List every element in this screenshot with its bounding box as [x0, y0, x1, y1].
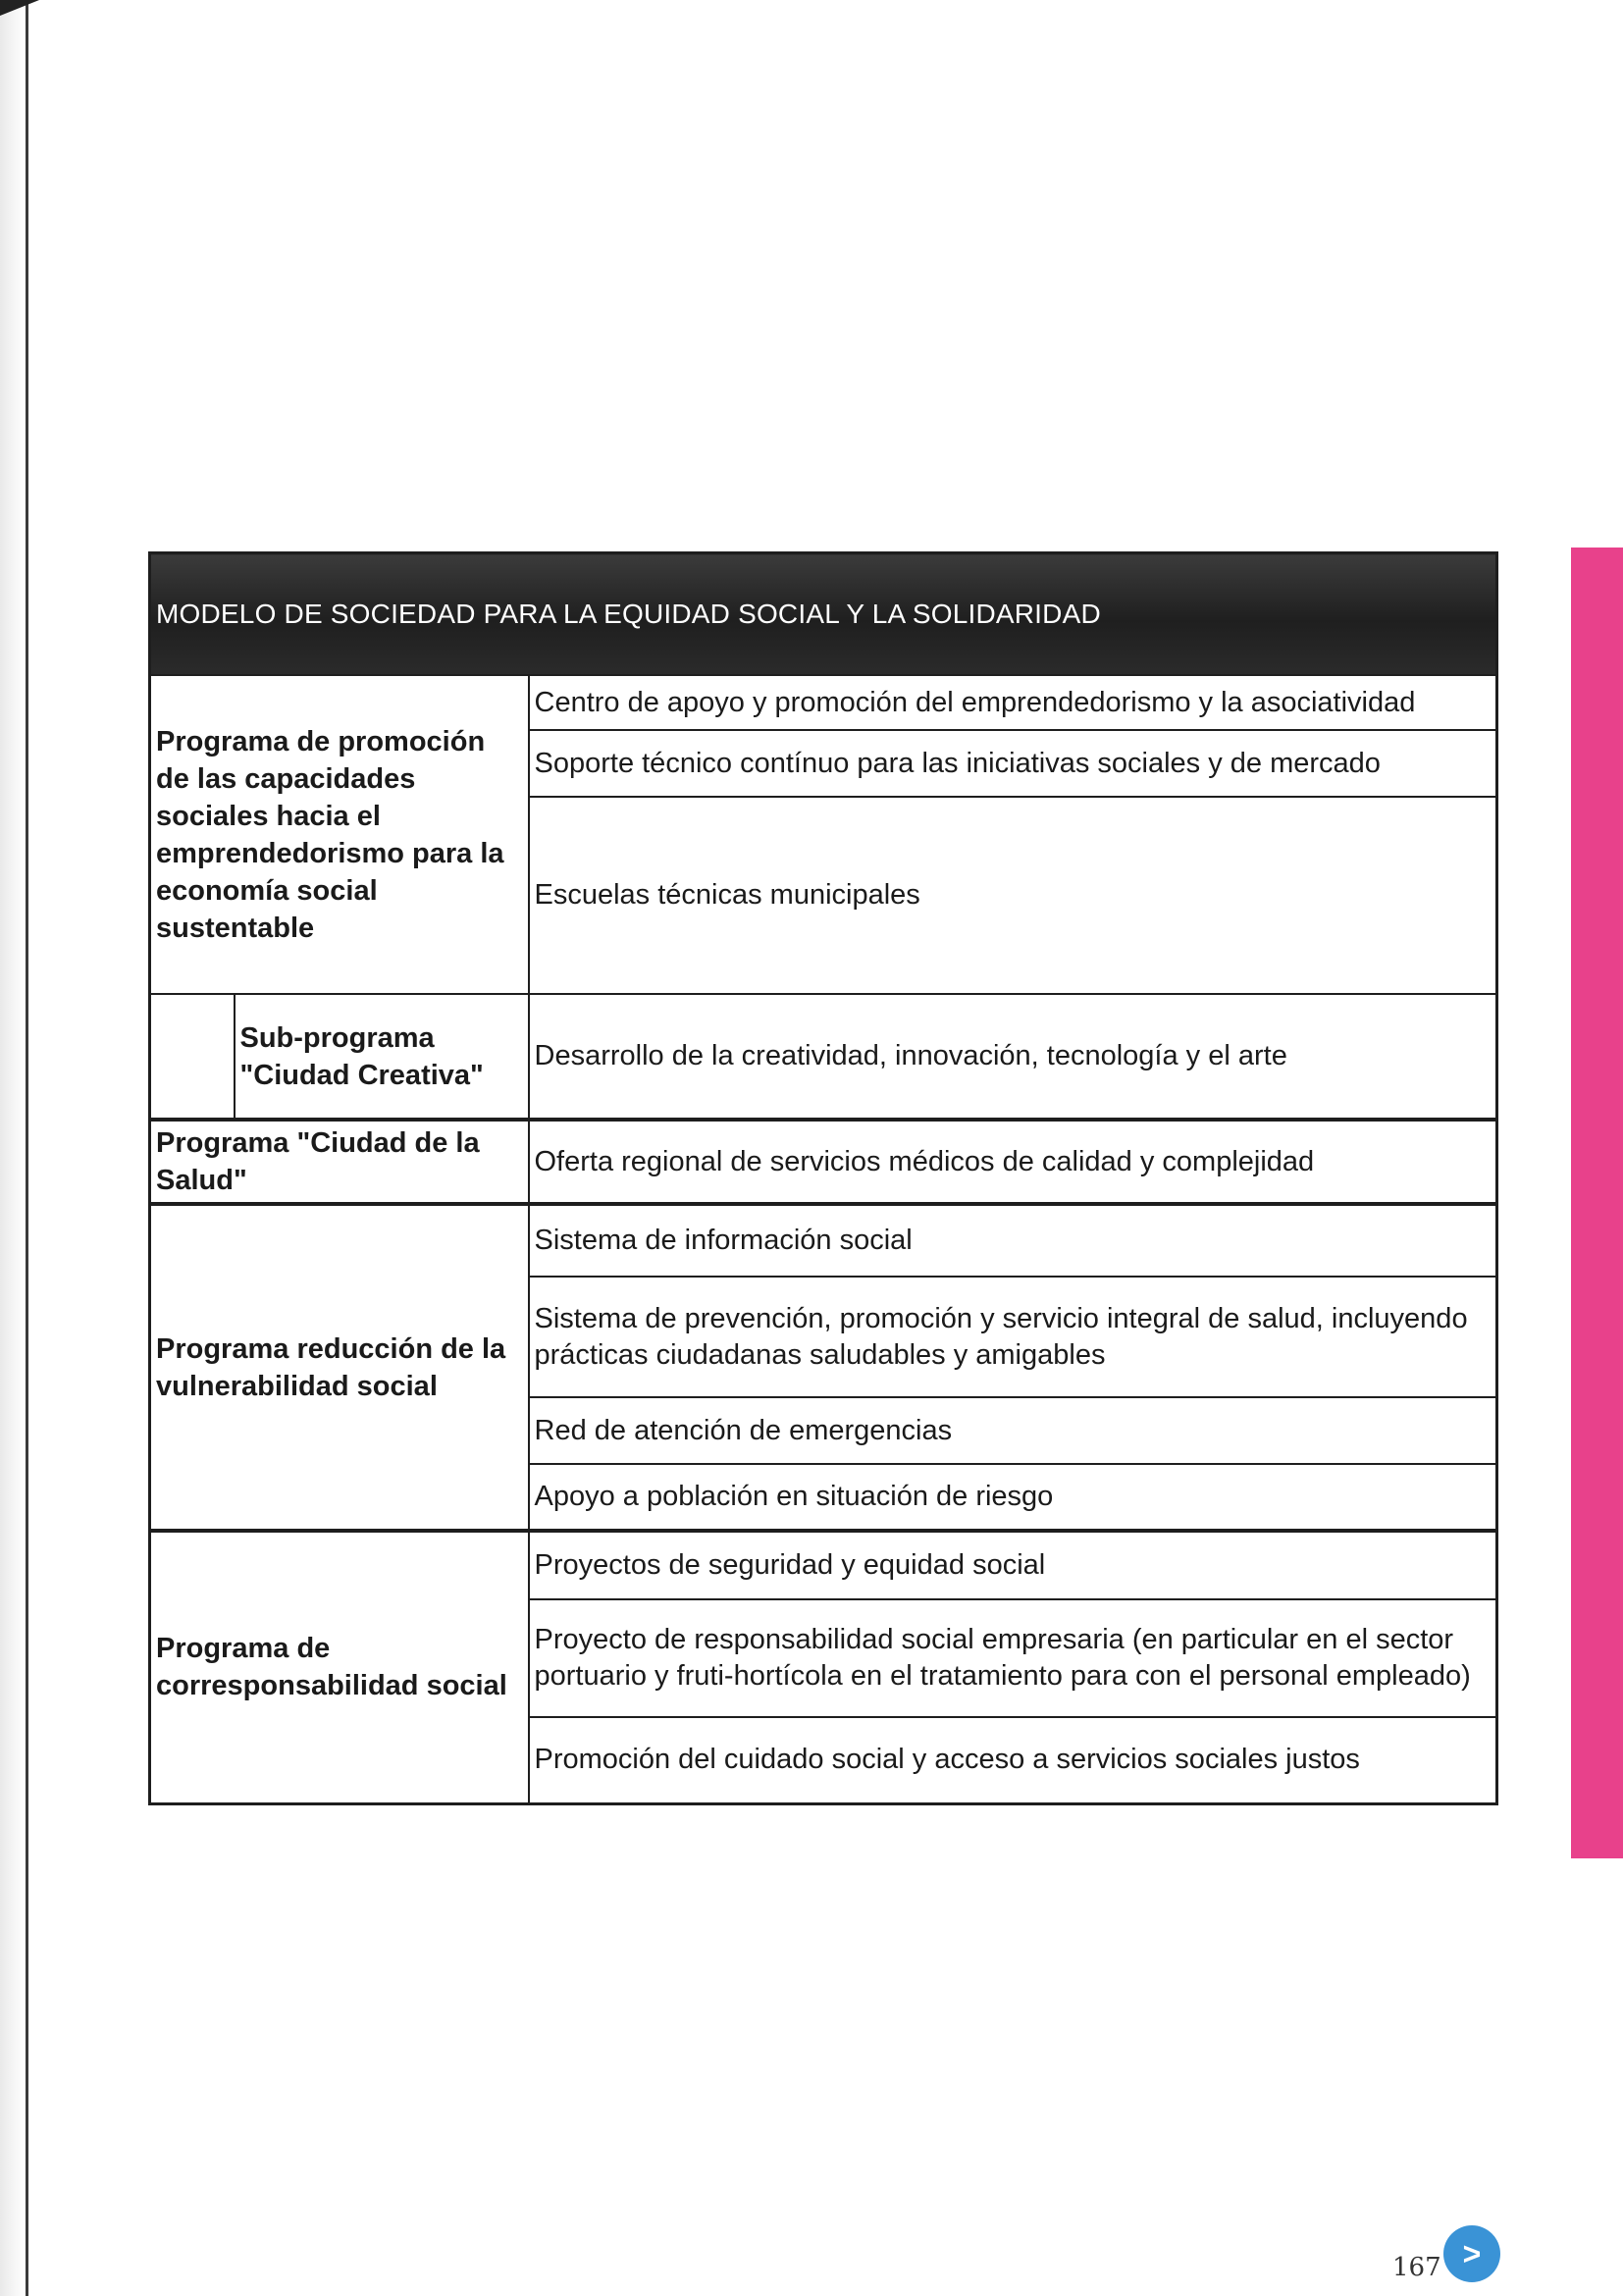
- action-item: Red de atención de emergencias: [529, 1397, 1497, 1464]
- table-title: MODELO DE SOCIEDAD PARA LA EQUIDAD SOCIAL Y LA SOLIDARIDAD: [150, 553, 1497, 676]
- action-item: Soporte técnico contínuo para las iniciativas sociales y de mercado: [529, 730, 1497, 797]
- page-number: 167: [1392, 2253, 1441, 2282]
- table-row: [150, 1531, 1497, 1599]
- action-item: Escuelas técnicas municipales: [529, 797, 1497, 994]
- book-spine-line: [26, 0, 28, 2296]
- table-row: [150, 994, 1497, 1120]
- chevron-right-icon: >: [1462, 2235, 1482, 2271]
- program-name: Programa de corresponsabilidad social: [150, 1531, 529, 1803]
- program-name: Programa reducción de la vulnerabilidad social: [150, 1204, 529, 1531]
- table-row: [150, 675, 1497, 730]
- indent-cell: [150, 994, 235, 1120]
- book-spine-shadow: [0, 0, 26, 2296]
- next-page-button[interactable]: [1443, 2225, 1500, 2282]
- table-row: [150, 1120, 1497, 1204]
- action-item: Apoyo a población en situación de riesgo: [529, 1464, 1497, 1531]
- action-item: Proyecto de responsabilidad social empresaria (en particular en el sector portuario y fruti-hortícola en el tratamiento para con el personal empleado): [529, 1599, 1497, 1717]
- action-item: Proyectos de seguridad y equidad social: [529, 1531, 1497, 1599]
- section-color-tab: [1571, 548, 1623, 1858]
- action-item: Oferta regional de servicios médicos de calidad y complejidad: [529, 1120, 1497, 1204]
- program-name: Programa "Ciudad de la Salud": [150, 1120, 529, 1204]
- programs-table: [148, 551, 1498, 1805]
- action-item: Centro de apoyo y promoción del emprendedorismo y la asociatividad: [529, 675, 1497, 730]
- action-item: Promoción del cuidado social y acceso a servicios sociales justos: [529, 1717, 1497, 1803]
- table-row: [150, 1204, 1497, 1277]
- table-header-row: [150, 553, 1497, 676]
- action-item: Sistema de información social: [529, 1204, 1497, 1277]
- action-item: Desarrollo de la creatividad, innovación, tecnología y el arte: [529, 994, 1497, 1120]
- corner-mark: [0, 0, 39, 16]
- action-item: Sistema de prevención, promoción y servicio integral de salud, incluyendo prácticas ciudadanas saludables y amigables: [529, 1277, 1497, 1397]
- subprogram-name: Sub-programa "Ciudad Creativa": [235, 994, 529, 1120]
- program-name: Programa de promoción de las capacidades sociales hacia el emprendedorismo para la economía social sustentable: [150, 675, 529, 994]
